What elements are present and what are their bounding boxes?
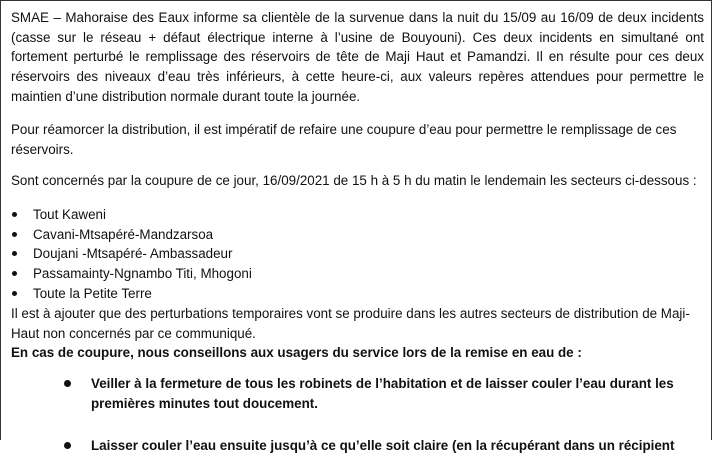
intro-paragraph: SMAE – Mahoraise des Eaux informe sa clientèle de la survenue dans la nuit du 15/09 au 16/09 de deux incidents (casse sur le réseau + défaut électrique interne à l’usine de Bouyouni). Ces deux incidents en simultané ont fortement perturbé le remplissage des réservoirs de tête de Maji Haut et Pamandzi. Il en résulte pour ces deux réservoirs des niveaux d’eau très inférieurs, à cette heure-ci, aux valeurs repères attendues pour permettre le maintien d’une distribution normale durant toute la journée. <box>11 10 704 104</box>
list-item <box>11 264 704 284</box>
disruptions-paragraph: Il est à ajouter que des perturbations temporaires vont se produire dans les autres secteurs de distribution de Maji-Haut non concernés par ce communiqué. <box>11 306 690 341</box>
list-item <box>11 244 704 264</box>
bullet-icon <box>12 291 17 296</box>
advice-list <box>64 374 704 456</box>
sector-label: Tout Kaweni <box>33 207 106 222</box>
advice-heading: En cas de coupure, nous conseillons aux usagers du service lors de la remise en eau de : <box>11 345 582 360</box>
sector-label: Doujani -Mtsapéré- Ambassadeur <box>33 246 233 262</box>
advice-text: Veiller à la fermeture de tous les robinets de l’habitation et de laisser couler l’eau durant les premières minutes tout doucement. <box>91 376 674 411</box>
list-item <box>64 436 704 456</box>
list-item <box>11 225 704 245</box>
sector-label: Toute la Petite Terre <box>33 285 152 301</box>
concerned-sectors-intro: Sont concernés par la coupure de ce jour, 16/09/2021 de 15 h à 5 h du matin le lendemain les secteurs ci-dessous : <box>11 173 697 188</box>
advice-text: Laisser couler l’eau ensuite jusqu’à ce qu’elle soit claire (en la récupérant dans un récipient <box>91 438 675 454</box>
bullet-icon <box>64 380 71 387</box>
reprime-paragraph: Pour réamorcer la distribution, il est impératif de refaire une coupure d’eau pour permettre le remplissage de ces réservoirs. <box>11 122 677 157</box>
list-item <box>11 284 704 304</box>
bullet-icon <box>12 232 17 237</box>
bullet-icon <box>12 212 17 217</box>
bullet-icon <box>64 442 71 449</box>
sector-label: Passamainty-Ngnambo Titi, Mhogoni <box>33 266 252 282</box>
bullet-icon <box>12 251 17 256</box>
list-item <box>64 374 704 413</box>
bullet-icon <box>12 271 17 276</box>
sector-list <box>11 205 704 303</box>
list-item <box>11 205 704 225</box>
sector-label: Cavani-Mtsapéré-Mandzarsoa <box>33 226 214 242</box>
